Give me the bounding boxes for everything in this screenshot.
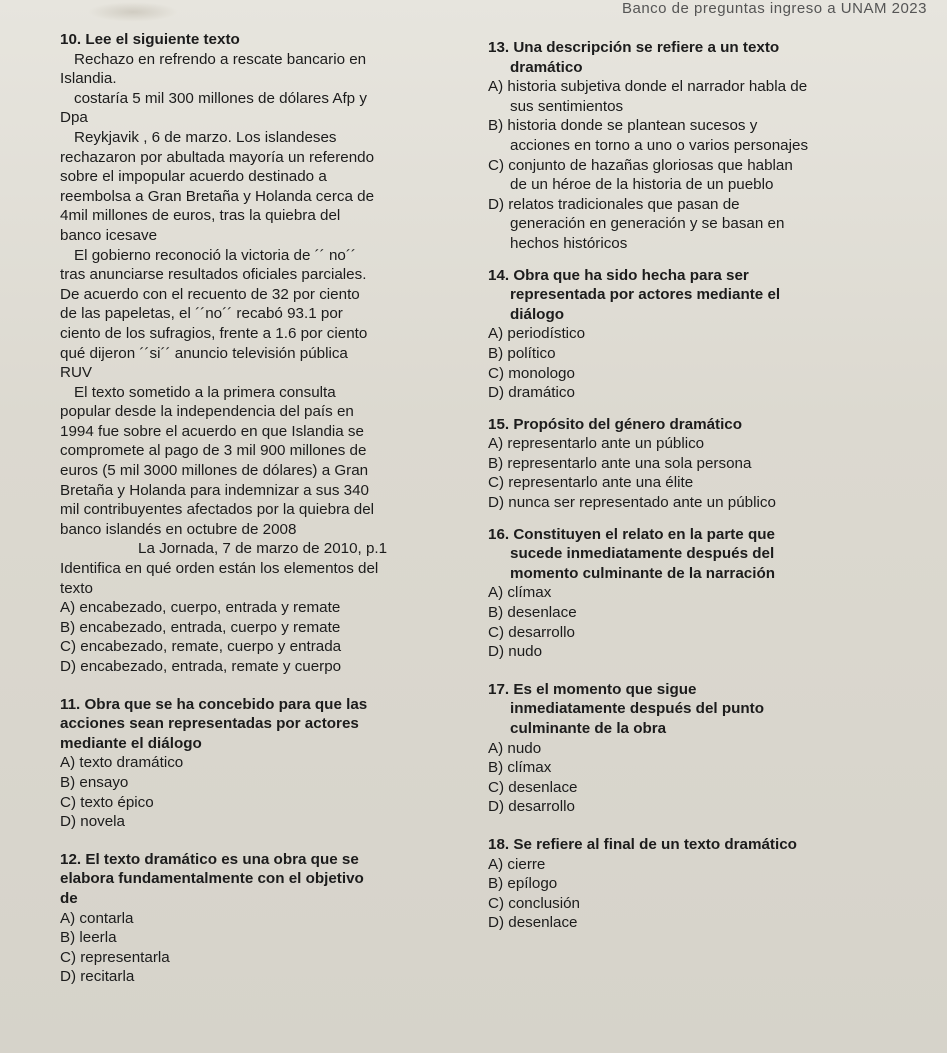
q13-option-a[interactable]: A) historia subjetiva donde el narrador habla de [488,78,808,96]
q18-option-a[interactable]: A) cierre [488,855,546,873]
q10-headline-3: costaría 5 mil 300 millones de dólares Afp y [74,89,367,107]
q13-title-1: 13. Una descripción se refiere a un texto [488,39,780,56]
q14-option-d[interactable]: D) dramático [488,384,575,402]
q15-option-b[interactable]: B) representarlo ante una sola persona [488,454,752,472]
q10-prompt-2: texto [60,579,93,597]
q16-option-b[interactable]: B) desenlace [488,604,577,622]
q10-body-14: El texto sometido a la primera consulta [74,383,336,401]
page-header: Banco de preguntas ingreso a UNAM 2023 [621,0,927,17]
q13-option-d[interactable]: D) relatos tradicionales que pasan de [488,195,740,213]
left-column [60,30,465,987]
q13-option-a-cont: sus sentimientos [510,97,624,115]
q11-option-b[interactable]: B) ensayo [60,773,129,791]
q10-body-2: rechazaron por abultada mayoría un referendo [60,148,375,166]
q10-body-18: euros (5 mil 3000 millones de dólares) a Gran [60,462,369,480]
q12-option-d[interactable]: D) recitarla [60,968,135,986]
q14-title-1: 14. Obra que ha sido hecha para ser [488,266,749,284]
q15-option-a[interactable]: A) representarlo ante un público [488,435,705,453]
q12-option-c[interactable]: C) representarla [60,948,170,966]
q11-option-d[interactable]: D) novela [60,813,125,831]
q10-option-d[interactable]: D) encabezado, entrada, remate y cuerpo [60,658,342,675]
spacer [60,677,465,695]
q10-headline-4: Dpa [60,109,88,127]
q14-title-2: representada por actores mediante el [510,286,781,304]
q10-body-4: reembolsa a Gran Bretaña y Holanda cerca de [60,187,375,205]
q10-body-8: tras anunciarse resultados oficiales parciales. [60,266,367,284]
q10-body-10: de las papeletas, el ´´no´´ recabó 93.1 por [60,305,343,323]
q17-option-d[interactable]: D) desarrollo [488,798,575,816]
q18-option-c[interactable]: C) conclusión [488,894,581,912]
q16-title-1: 16. Constituyen el relato en la parte que [488,525,775,543]
q10-body-3: sobre el impopular acuerdo destinado a [60,168,327,186]
q13-option-b[interactable]: B) historia donde se plantean sucesos y [488,117,758,135]
q12-title-1: 12. El texto dramático es una obra que se [60,850,359,868]
q10-headline-1: Rechazo en refrendo a rescate bancario en [74,50,367,68]
q16-option-a[interactable]: A) clímax [488,584,552,602]
q13-option-d-cont-2: hechos históricos [510,234,628,252]
spacer [488,662,928,680]
q10-body-17: compromete al pago de 3 mil 900 millones de [60,442,367,460]
q10-body-1: Reykjavik , 6 de marzo. Los islandeses [74,128,337,146]
q15-option-d[interactable]: D) nunca ser representado ante un público [488,494,776,512]
q10-body-20: mil contribuyentes afectados por la quiebra del [60,501,375,519]
q10-body-16: 1994 fue sobre el acuerdo en que Islandia se [60,422,364,440]
q17-option-b[interactable]: B) clímax [488,759,552,777]
q10-body-13: RUV [60,364,93,382]
q13-option-c-cont: de un héroe de la historia de un pueblo [510,176,774,194]
q10-source: La Jornada, 7 de marzo de 2010, p.1 [138,540,388,558]
q17-title-1: 17. Es el momento que sigue [488,680,697,698]
q18-option-b[interactable]: B) epílogo [488,875,558,893]
spacer [488,817,928,835]
q10-body-7: El gobierno reconoció la victoria de ´´ no´´ [74,246,356,264]
q11-option-c[interactable]: C) texto épico [60,793,154,811]
q13-title-2: dramático [510,58,583,76]
q15-title: 15. Propósito del género dramático [488,415,743,433]
q17-title-2: inmediatamente después del punto [510,700,765,718]
q14-title-3: diálogo [510,305,564,323]
q14-option-a[interactable]: A) periodístico [488,325,586,343]
q17-title-3: culminante de la obra [510,720,667,737]
q13-option-d-cont-1: generación en generación y se basan en [510,215,785,233]
q10-option-c[interactable]: C) encabezado, remate, cuerpo y entrada [60,638,342,656]
q12-title-2: elabora fundamentalmente con el objetivo [60,870,364,888]
q16-option-d[interactable]: D) nudo [488,643,543,661]
spacer [60,832,465,850]
q18-title: 18. Se refiere al final de un texto dramático [488,835,797,853]
q10-title: 10. Lee el siguiente texto [60,31,240,48]
q12-option-b[interactable]: B) leerla [60,929,117,947]
q11-title-2: acciones sean representadas por actores [60,715,359,733]
q10-body-9: De acuerdo con el recuento de 32 por ciento [60,285,360,303]
q18-option-d[interactable]: D) desenlace [488,914,578,932]
q12-title-3: de [60,889,78,907]
q10-prompt-1: Identifica en qué orden están los elementos del [60,560,379,578]
q13-option-b-cont: acciones en torno a uno o varios personajes [510,136,809,154]
q10-body-5: 4mil millones de euros, tras la quiebra del [60,207,341,225]
right-column [488,38,928,933]
spacer [488,403,928,415]
q12-option-a[interactable]: A) contarla [60,909,134,927]
q14-option-c[interactable]: C) monologo [488,364,575,382]
q16-option-c[interactable]: C) desarrollo [488,623,575,641]
q14-option-b[interactable]: B) político [488,344,556,362]
q10-body-11: ciento de los sufragios, frente a 1.6 por ciento [60,324,368,342]
q10-option-b[interactable]: B) encabezado, entrada, cuerpo y remate [60,618,341,636]
q10-body-12: qué dijeron ´´si´´ anuncio televisión pública [60,344,348,362]
q11-title-3: mediante el diálogo [60,734,202,752]
q16-title-3: momento culminante de la narración [510,564,775,582]
q10-body-6: banco icesave [60,226,158,244]
q16-title-2: sucede inmediatamente después del [510,545,775,563]
q17-option-c[interactable]: C) desenlace [488,778,578,796]
q10-body-19: Bretaña y Holanda para indemnizar a sus 340 [60,481,370,499]
q13-option-c[interactable]: C) conjunto de hazañas gloriosas que hablan [488,156,793,174]
q10-headline-2: Islandia. [60,70,117,88]
q15-option-c[interactable]: C) representarlo ante una élite [488,474,694,492]
faded-stamp [88,2,178,22]
spacer [488,513,928,525]
q11-title-1: 11. Obra que se ha concebido para que las [60,695,368,713]
q10-body-15: popular desde la independencia del país en [60,403,354,421]
spacer [488,254,928,266]
q10-body-21: banco islandés en octubre de 2008 [60,520,297,538]
q11-option-a[interactable]: A) texto dramático [60,754,184,772]
q17-option-a[interactable]: A) nudo [488,739,542,757]
q10-option-a[interactable]: A) encabezado, cuerpo, entrada y remate [60,599,341,617]
